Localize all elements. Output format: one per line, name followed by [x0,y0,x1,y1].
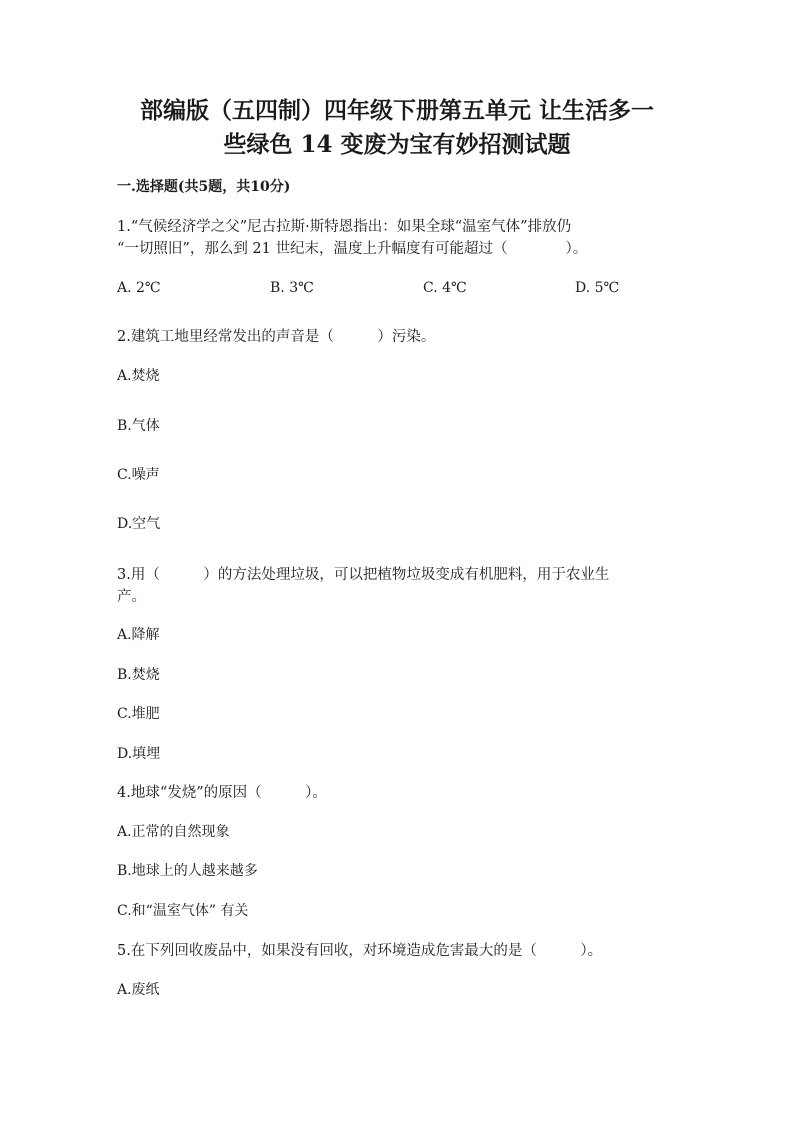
question-2-stem-line-1: 2.建筑工地里经常发出的声音是（ ）污染。 [117,329,436,345]
question-5-stem [117,940,697,962]
question-1-stem-line-1: 1.“气候经济学之父”尼古拉斯·斯特恩指出：如果全球“温室气体”排放仍 [117,219,572,235]
question-1-option-c: C. 4℃ [423,280,467,296]
question-3-option-b: B.焚烧 [117,667,160,683]
question-1-option-a: A. 2℃ [117,280,161,296]
question-3-stem [117,564,697,608]
question-3-option-a: A.降解 [117,627,160,643]
question-3-stem-line-1: 3.用（ ）的方法处理垃圾，可以把植物垃圾变成有机肥料，用于农业生 [117,567,610,583]
question-4-option-a: A.正常的自然现象 [117,824,230,840]
question-4-option-b: B.地球上的人越来越多 [117,863,258,879]
question-4-stem [117,782,697,804]
question-5-stem-line-1: 5.在下列回收废品中，如果没有回收，对环境造成危害最大的是（ ）。 [117,943,603,959]
section-heading: 一.选择题(共5题，共10分) [117,179,291,195]
question-3-option-d: D.填埋 [117,746,161,762]
question-2-option-c: C.噪声 [117,467,160,483]
question-4-stem-line-1: 4.地球“发烧”的原因（ ）。 [117,785,327,801]
question-2-stem [117,326,697,348]
question-4-option-c: C.和“温室气体” 有关 [117,903,249,919]
question-2-option-a: A.焚烧 [117,368,160,384]
question-1-option-d: D. 5℃ [575,280,620,296]
question-2-option-d: D.空气 [117,516,161,532]
question-1-stem [117,216,697,260]
page-title-line-2: 些绿色 14 变废为宝有妙招测试题 [223,131,571,158]
question-5-option-a: A.废纸 [117,982,160,998]
question-3-stem-line-2: 产。 [117,589,146,605]
question-1-stem-line-2: “一切照旧”，那么到 21 世纪末，温度上升幅度有可能超过（ ）。 [117,241,588,257]
question-1-option-b: B. 3℃ [270,280,314,296]
question-2-option-b: B.气体 [117,418,160,434]
page-title-line-1: 部编版（五四制）四年级下册第五单元 让生活多一 [139,97,654,124]
question-3-option-c: C.堆肥 [117,706,160,722]
